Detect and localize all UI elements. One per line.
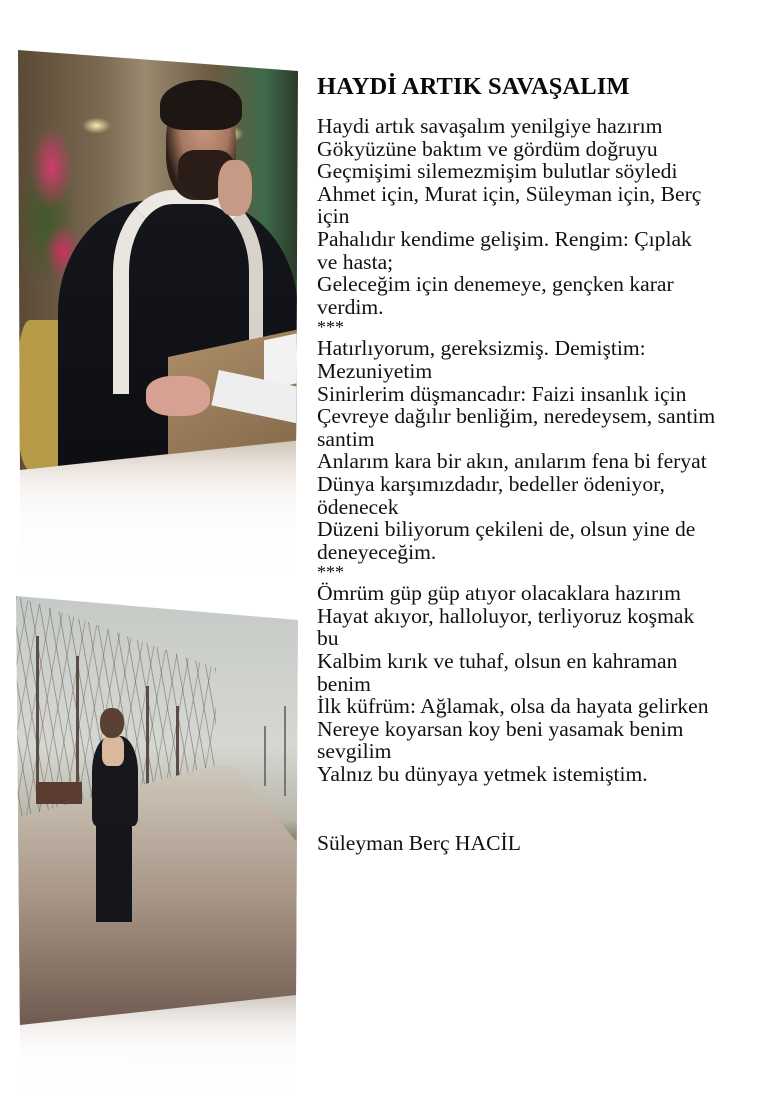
poem-line: Nereye koyarsan koy beni yasamak benim (317, 716, 684, 741)
street-lamp (284, 706, 286, 796)
poem-line: Dünya karşımızdadır, bedeller ödeniyor, (317, 471, 665, 496)
poem-line: Anlarım kara bir akın, anılarım fena bi feryat (317, 449, 707, 474)
poem-line: Geleceğim için denemeye, gençken karar (317, 272, 674, 297)
poem-line: Yalnız bu dünyaya yetmek istemiştim. (317, 762, 648, 787)
chair (18, 320, 58, 470)
poem-line: santim (317, 426, 375, 451)
poem (317, 72, 767, 855)
poem-line: Kalbim kırık ve tuhaf, olsun en kahraman (317, 649, 678, 674)
person-head (100, 708, 124, 738)
poem-line: Geçmişimi silemezmişim bulutlar söyledi (317, 159, 678, 184)
hair (160, 80, 242, 130)
spacer (317, 786, 767, 831)
poem-line: Çevreye dağılır benliğim, neredeysem, santim (317, 404, 716, 429)
tree-trunk (36, 636, 39, 786)
poem-line: deneyeceğim. (317, 539, 437, 564)
stanza-separator: *** (317, 562, 344, 583)
poem-line: verdim. (317, 294, 384, 319)
tree-trunk (146, 686, 149, 786)
street-lamp (264, 726, 266, 786)
poem-line: Gökyüzüne baktım ve gördüm doğruyu (317, 136, 658, 161)
poem-line: bu (317, 626, 339, 651)
photo-man-on-park-walkway (16, 596, 298, 1025)
person-legs (96, 822, 132, 922)
stanza-separator: *** (317, 317, 344, 338)
tree-trunk (176, 706, 179, 781)
poem-line: için (317, 204, 350, 229)
poem-line: Ahmet için, Murat için, Süleyman için, Berç (317, 181, 702, 206)
poem-line: Ömrüm güp güp atıyor olacaklara hazırım (317, 581, 681, 606)
person-scarf (102, 736, 124, 766)
bench (36, 782, 82, 804)
poem-line: ödenecek (317, 494, 399, 519)
hand-on-chin (218, 160, 252, 216)
author-signature: Süleyman Berç HACİL (317, 830, 521, 855)
poem-line: Hayat akıyor, halloluyor, terliyoruz koşmak (317, 603, 695, 628)
photo-man-in-restaurant (18, 50, 298, 470)
poem-line: sevgilim (317, 739, 392, 764)
poem-body (317, 115, 767, 786)
poem-line: Hatırlıyorum, gereksizmiş. Demiştim: (317, 336, 646, 361)
tree-trunk (76, 656, 79, 786)
poem-line: Mezuniyetim (317, 358, 433, 383)
poem-line: Pahalıdır kendime gelişim. Rengim: Çıplak (317, 226, 692, 251)
poem-line: İlk küfrüm: Ağlamak, olsa da hayata gelirken (317, 694, 709, 719)
poem-line: Haydi artık savaşalım yenilgiye hazırım (317, 114, 663, 138)
hand-on-table (146, 376, 210, 416)
poem-line: Sinirlerim düşmancadır: Faizi insanlık için (317, 381, 687, 406)
poem-line: benim (317, 671, 371, 696)
poem-line: ve hasta; (317, 249, 394, 274)
poem-title: HAYDİ ARTIK SAVAŞALIM (317, 73, 630, 100)
poem-line: Düzeni biliyorum çekileni de, olsun yine de (317, 517, 696, 542)
